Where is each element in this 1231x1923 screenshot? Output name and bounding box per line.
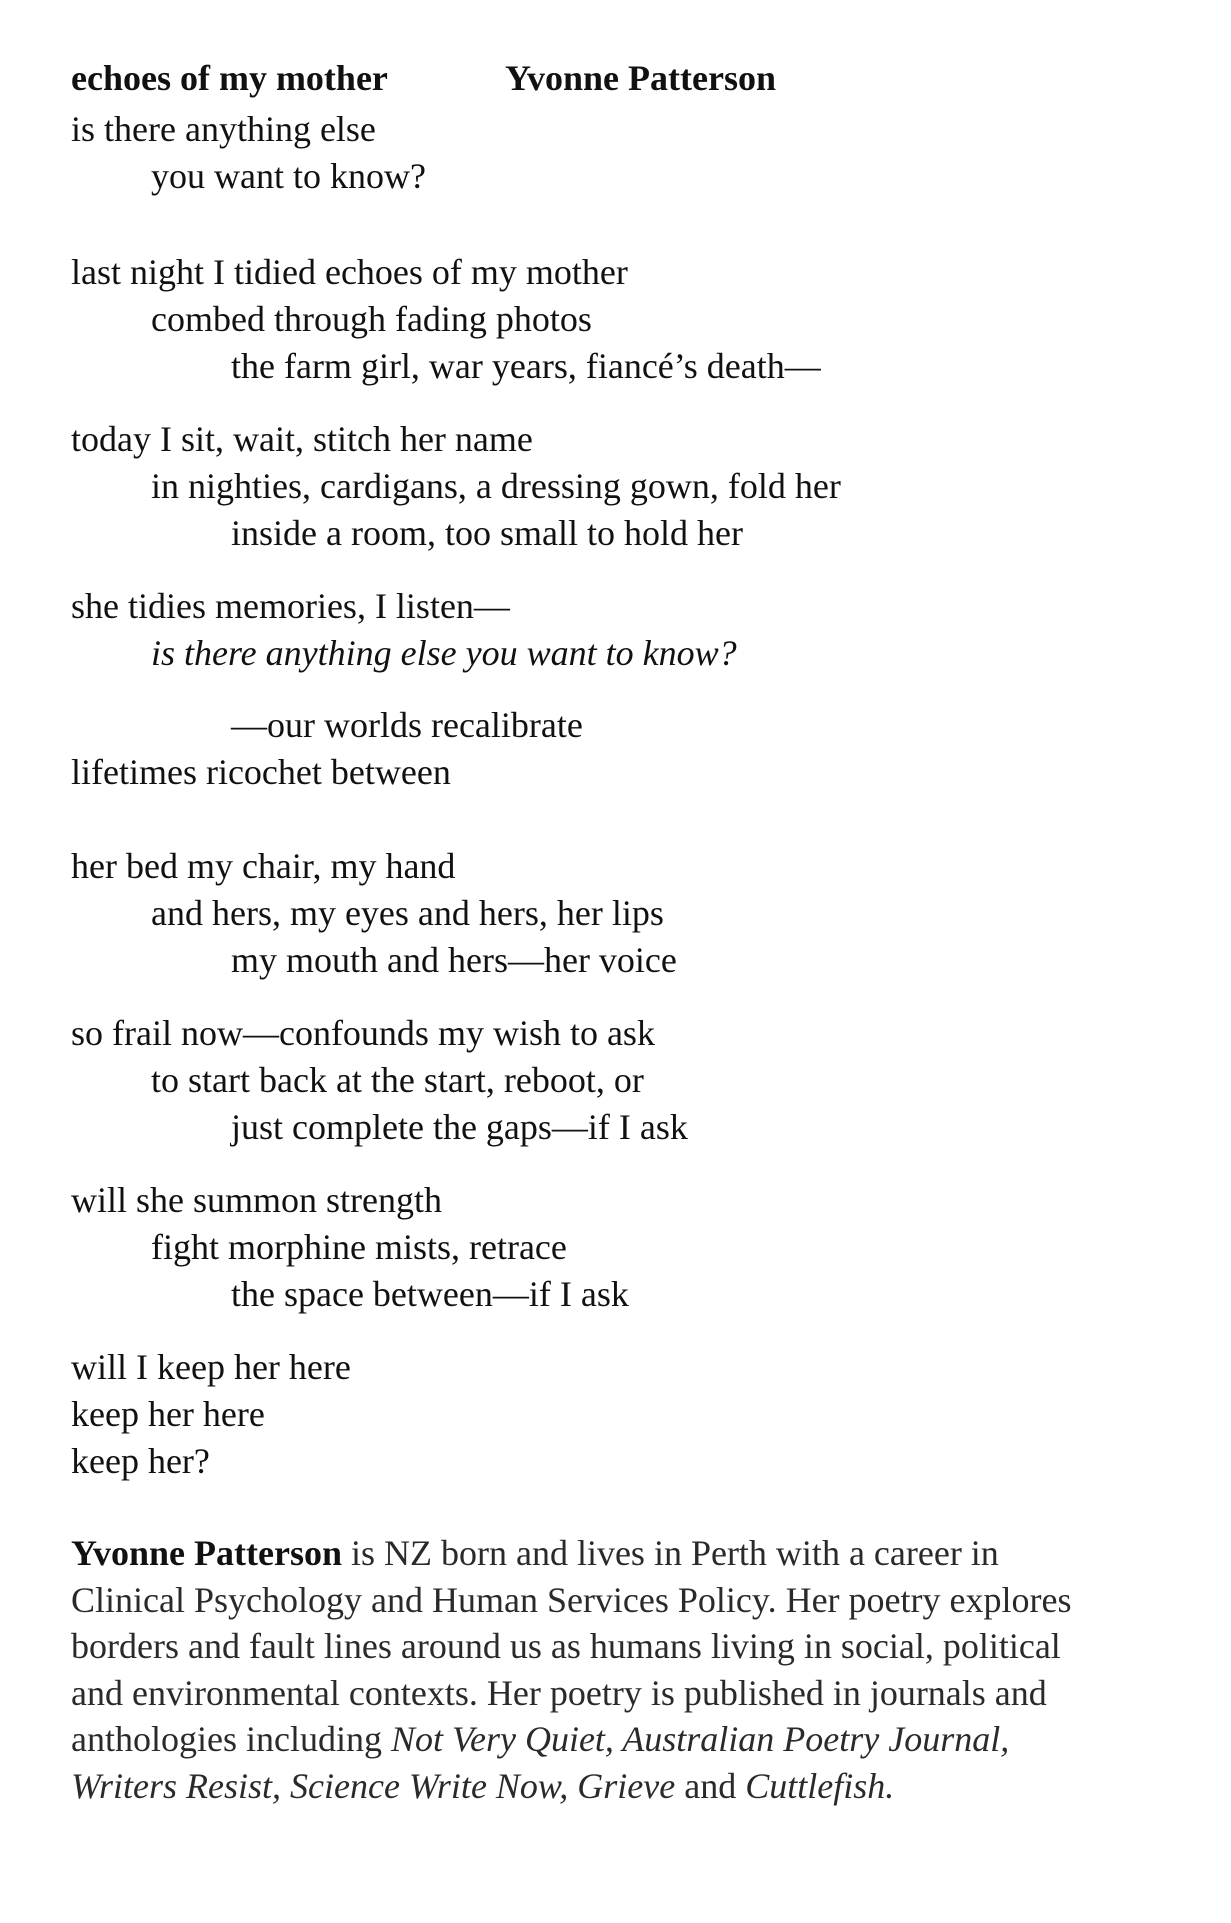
poem-line: lifetimes ricochet between <box>71 752 451 792</box>
poem-line: keep her? <box>71 1441 210 1481</box>
stanza <box>71 1010 688 1151</box>
poem-line: is there anything else <box>71 109 376 149</box>
poem-line: the space between—if I ask <box>231 1274 629 1314</box>
poem-line-italic: is there anything else you want to know? <box>151 633 737 673</box>
poem-line: fight morphine mists, retrace <box>151 1227 567 1267</box>
poem-line: will I keep her here <box>71 1347 351 1387</box>
poem-line: so frail now—confounds my wish to ask <box>71 1013 655 1053</box>
poem-line: just complete the gaps—if I ask <box>231 1107 688 1147</box>
stanza <box>71 1177 629 1318</box>
poem-line: she tidies memories, I listen— <box>71 586 510 626</box>
poem-line: combed through fading photos <box>151 299 592 339</box>
stanza <box>71 106 426 200</box>
poem-line: last night I tidied echoes of my mother <box>71 252 628 292</box>
poem-line: her bed my chair, my hand <box>71 846 456 886</box>
bio-text: is NZ born and lives in Perth with a career in Clinical Psychology and Human Services Policy. Her poetry explores borders and fault lines around us as humans living in social, political and environmental contexts. Her poetry is published in journals and anthologies including <box>71 1533 1072 1759</box>
poem-line: inside a room, too small to hold her <box>231 513 743 553</box>
poem-line: —our worlds recalibrate <box>231 705 583 745</box>
poem-line: will she summon strength <box>71 1180 442 1220</box>
poem-line: you want to know? <box>151 156 426 196</box>
stanza <box>71 583 737 677</box>
stanza <box>71 702 583 796</box>
poem-line: the farm girl, war years, fiancé’s death— <box>231 346 821 386</box>
poem-author: Yvonne Patterson <box>505 58 776 98</box>
poem-header <box>71 56 776 100</box>
poem-line: today I sit, wait, stitch her name <box>71 419 533 459</box>
author-bio <box>71 1530 1091 1809</box>
bio-publication-last: Cuttlefish. <box>745 1765 895 1806</box>
bio-author-name: Yvonne Patterson <box>71 1533 342 1573</box>
stanza <box>71 843 677 984</box>
bio-publications: Not Very Quiet, Australian Poetry Journal, Writers Resist, Science Write Now, Grieve <box>71 1719 1010 1806</box>
poem-line: to start back at the start, reboot, or <box>151 1060 644 1100</box>
poem-title: echoes of my mother <box>71 58 388 98</box>
poem-line: keep her here <box>71 1394 265 1434</box>
bio-conjunction: and <box>675 1765 746 1806</box>
stanza <box>71 249 821 390</box>
stanza <box>71 1344 351 1485</box>
poem-line: and hers, my eyes and hers, her lips <box>151 893 664 933</box>
stanza <box>71 416 841 557</box>
poem-line: in nighties, cardigans, a dressing gown, fold her <box>151 466 841 506</box>
poem-line: my mouth and hers—her voice <box>231 940 677 980</box>
